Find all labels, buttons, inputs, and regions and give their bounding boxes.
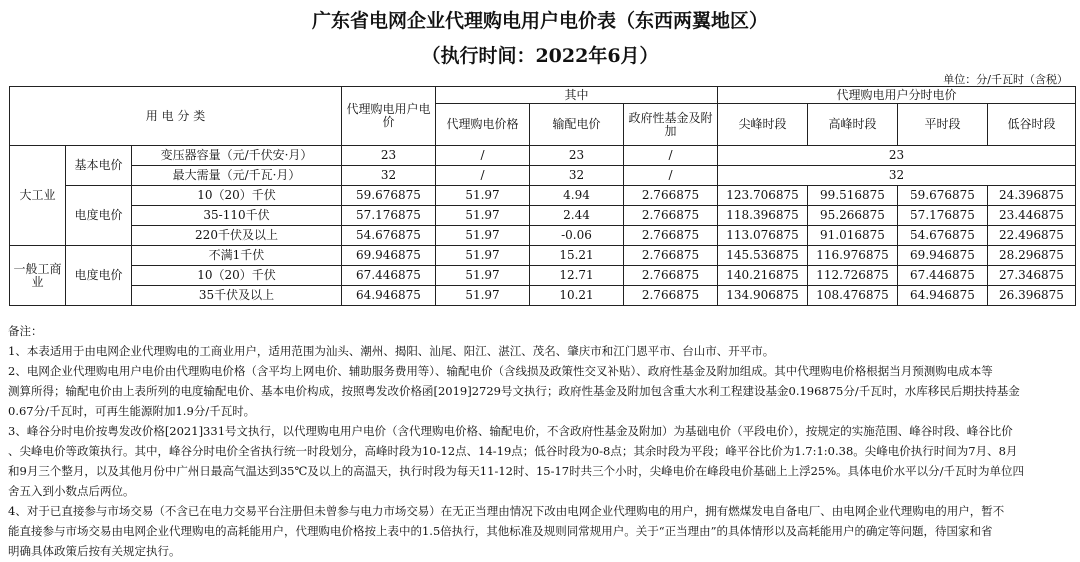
cell-agency: 59.676875 bbox=[342, 186, 436, 206]
cell-sharp: 140.216875 bbox=[718, 266, 808, 286]
table-row bbox=[10, 226, 1076, 246]
cell-purchase: 51.97 bbox=[436, 226, 530, 246]
header-purchase-price: 代理购电价格 bbox=[436, 104, 530, 146]
cell-peak: 112.726875 bbox=[808, 266, 898, 286]
cell-tou: 23 bbox=[718, 146, 1076, 166]
cell-peak: 108.476875 bbox=[808, 286, 898, 306]
row-label: 35千伏及以上 bbox=[132, 286, 342, 306]
cell-purchase: 51.97 bbox=[436, 246, 530, 266]
cell-transmission: 32 bbox=[530, 166, 624, 186]
cell-purchase: 51.97 bbox=[436, 286, 530, 306]
note-4-line-1: 4、对于已直接参与市场交易（不含已在电力交易平台注册但未曾参与电力市场交易）在无正当理由情况下改由电网企业代理购电的用户，拥有燃煤发电自备电厂、由电网企业代理购电的用户，暂不 bbox=[8, 504, 1005, 518]
cell-flat: 64.946875 bbox=[898, 286, 988, 306]
table-row bbox=[10, 146, 1076, 166]
cell-transmission: 2.44 bbox=[530, 206, 624, 226]
cell-flat: 69.946875 bbox=[898, 246, 988, 266]
document-title: 广东省电网企业代理购电用户电价表（东西两翼地区） bbox=[311, 10, 768, 32]
header-agency-price: 代理购电用户电价 bbox=[342, 87, 436, 146]
table-row bbox=[10, 186, 1076, 206]
cell-transmission: -0.06 bbox=[530, 226, 624, 246]
table-row bbox=[10, 166, 1076, 186]
table-row bbox=[10, 286, 1076, 306]
cell-fund: 2.766875 bbox=[624, 266, 718, 286]
header-of-which: 其中 bbox=[436, 87, 718, 104]
row-label: 10（20）千伏 bbox=[132, 266, 342, 286]
cell-agency: 64.946875 bbox=[342, 286, 436, 306]
cell-peak: 91.016875 bbox=[808, 226, 898, 246]
basic-price-label: 基本电价 bbox=[66, 146, 132, 186]
cell-agency: 32 bbox=[342, 166, 436, 186]
cell-transmission: 23 bbox=[530, 146, 624, 166]
table-row bbox=[10, 206, 1076, 226]
cell-flat: 67.446875 bbox=[898, 266, 988, 286]
note-4-line-3: 明确具体政策后按有关规定执行。 bbox=[8, 544, 181, 558]
note-3-line-2: 、尖峰电价等政策执行。其中，峰谷分时电价全省执行统一时段划分，高峰时段为10-12点、14-19点；低谷时段为0-8点；其余时段为平段；峰平谷比价为1.7:1:0.38。尖峰电价执行时间为7月、8月 bbox=[8, 444, 1018, 458]
header-peak-sharp: 尖峰时段 bbox=[718, 104, 808, 146]
note-1: 1、本表适用于由电网企业代理购电的工商业用户，适用范围为汕头、潮州、揭阳、汕尾、阳江、湛江、茂名、肇庆市和江门恩平市、台山市、开平市。 bbox=[8, 344, 775, 358]
note-2-line-2: 测算所得；输配电价由上表所列的电度输配电价、基本电价构成，按照粤发改价格函[2019]2729号文执行；政府性基金及附加包含重大水利工程建设基金0.196875分/千瓦时，水库移民后期扶持基金 bbox=[8, 384, 1020, 398]
cell-fund: 2.766875 bbox=[624, 286, 718, 306]
cell-sharp: 134.906875 bbox=[718, 286, 808, 306]
row-label: 变压器容量（元/千伏安·月） bbox=[132, 146, 342, 166]
row-label: 不满1千伏 bbox=[132, 246, 342, 266]
price-table bbox=[9, 86, 1076, 306]
notes-heading: 备注： bbox=[8, 324, 43, 338]
cell-fund: / bbox=[624, 146, 718, 166]
header-category: 用 电 分 类 bbox=[10, 87, 342, 146]
cell-purchase: / bbox=[436, 146, 530, 166]
cell-purchase: / bbox=[436, 166, 530, 186]
cell-purchase: 51.97 bbox=[436, 206, 530, 226]
header-tou-price: 代理购电用户分时电价 bbox=[718, 87, 1076, 104]
cell-transmission: 12.71 bbox=[530, 266, 624, 286]
cell-flat: 57.176875 bbox=[898, 206, 988, 226]
cell-peak: 99.516875 bbox=[808, 186, 898, 206]
cell-agency: 67.446875 bbox=[342, 266, 436, 286]
cell-sharp: 113.076875 bbox=[718, 226, 808, 246]
group-general: 一般工商业 bbox=[10, 246, 66, 306]
cell-sharp: 118.396875 bbox=[718, 206, 808, 226]
cell-purchase: 51.97 bbox=[436, 186, 530, 206]
note-2-line-3: 0.67分/千瓦时，可再生能源附加1.9分/千瓦时。 bbox=[8, 404, 256, 418]
energy-price-label: 电度电价 bbox=[66, 246, 132, 306]
cell-agency: 54.676875 bbox=[342, 226, 436, 246]
cell-tou: 32 bbox=[718, 166, 1076, 186]
row-label: 220千伏及以上 bbox=[132, 226, 342, 246]
unit-label: 单位：分/千瓦时（含税） bbox=[943, 73, 1068, 86]
cell-peak: 116.976875 bbox=[808, 246, 898, 266]
table-row bbox=[10, 266, 1076, 286]
cell-peak: 95.266875 bbox=[808, 206, 898, 226]
energy-price-label: 电度电价 bbox=[66, 186, 132, 246]
cell-agency: 57.176875 bbox=[342, 206, 436, 226]
header-gov-fund: 政府性基金及附加 bbox=[624, 104, 718, 146]
cell-sharp: 145.536875 bbox=[718, 246, 808, 266]
row-label: 最大需量（元/千瓦·月） bbox=[132, 166, 342, 186]
cell-transmission: 4.94 bbox=[530, 186, 624, 206]
header-peak: 高峰时段 bbox=[808, 104, 898, 146]
table-row bbox=[10, 246, 1076, 266]
cell-fund: / bbox=[624, 166, 718, 186]
cell-fund: 2.766875 bbox=[624, 186, 718, 206]
note-4-line-2: 能直接参与市场交易由电网企业代理购电的高耗能用户，代理购电价格按上表中的1.5倍执行，其他标准及规则同常规用户。关于“正当理由”的具体情形以及高耗能用户的确定等问题，待国家和省 bbox=[8, 524, 993, 538]
cell-agency: 69.946875 bbox=[342, 246, 436, 266]
cell-transmission: 10.21 bbox=[530, 286, 624, 306]
cell-flat: 54.676875 bbox=[898, 226, 988, 246]
note-2-line-1: 2、电网企业代理购电用户电价由代理购电价格（含平均上网电价、辅助服务费用等）、输配电价（含线损及政策性交叉补贴）、政府性基金及附加组成。其中代理购电价格根据当月预测购电成本等 bbox=[8, 364, 993, 378]
note-3-line-3: 和9月三个整月，以及其他月份中广州日最高气温达到35℃及以上的高温天，执行时段为每天11-12时、15-17时共三个小时，尖峰电价在峰段电价基础上上浮25%。具体电价水平以分/千瓦时为单位四 bbox=[8, 464, 1025, 478]
cell-agency: 23 bbox=[342, 146, 436, 166]
cell-valley: 26.396875 bbox=[988, 286, 1076, 306]
cell-fund: 2.766875 bbox=[624, 226, 718, 246]
cell-flat: 59.676875 bbox=[898, 186, 988, 206]
cell-fund: 2.766875 bbox=[624, 206, 718, 226]
note-3-line-4: 舍五入到小数点后两位。 bbox=[8, 484, 135, 498]
group-industrial: 大工业 bbox=[10, 146, 66, 246]
header-valley: 低谷时段 bbox=[988, 104, 1076, 146]
row-label: 35-110千伏 bbox=[132, 206, 342, 226]
cell-transmission: 15.21 bbox=[530, 246, 624, 266]
cell-sharp: 123.706875 bbox=[718, 186, 808, 206]
cell-valley: 22.496875 bbox=[988, 226, 1076, 246]
notes-section bbox=[8, 321, 1074, 561]
cell-valley: 28.296875 bbox=[988, 246, 1076, 266]
cell-purchase: 51.97 bbox=[436, 266, 530, 286]
document-subtitle: （执行时间：2022年6月） bbox=[421, 45, 659, 67]
cell-fund: 2.766875 bbox=[624, 246, 718, 266]
cell-valley: 27.346875 bbox=[988, 266, 1076, 286]
cell-valley: 24.396875 bbox=[988, 186, 1076, 206]
row-label: 10（20）千伏 bbox=[132, 186, 342, 206]
header-flat: 平时段 bbox=[898, 104, 988, 146]
cell-valley: 23.446875 bbox=[988, 206, 1076, 226]
note-3-line-1: 3、峰谷分时电价按粤发改价格[2021]331号文执行，以代理购电用户电价（含代理购电价格、输配电价，不含政府性基金及附加）为基础电价（平段电价），按规定的实施范围、峰谷时段、峰谷比价 bbox=[8, 424, 1013, 438]
header-transmission-price: 输配电价 bbox=[530, 104, 624, 146]
